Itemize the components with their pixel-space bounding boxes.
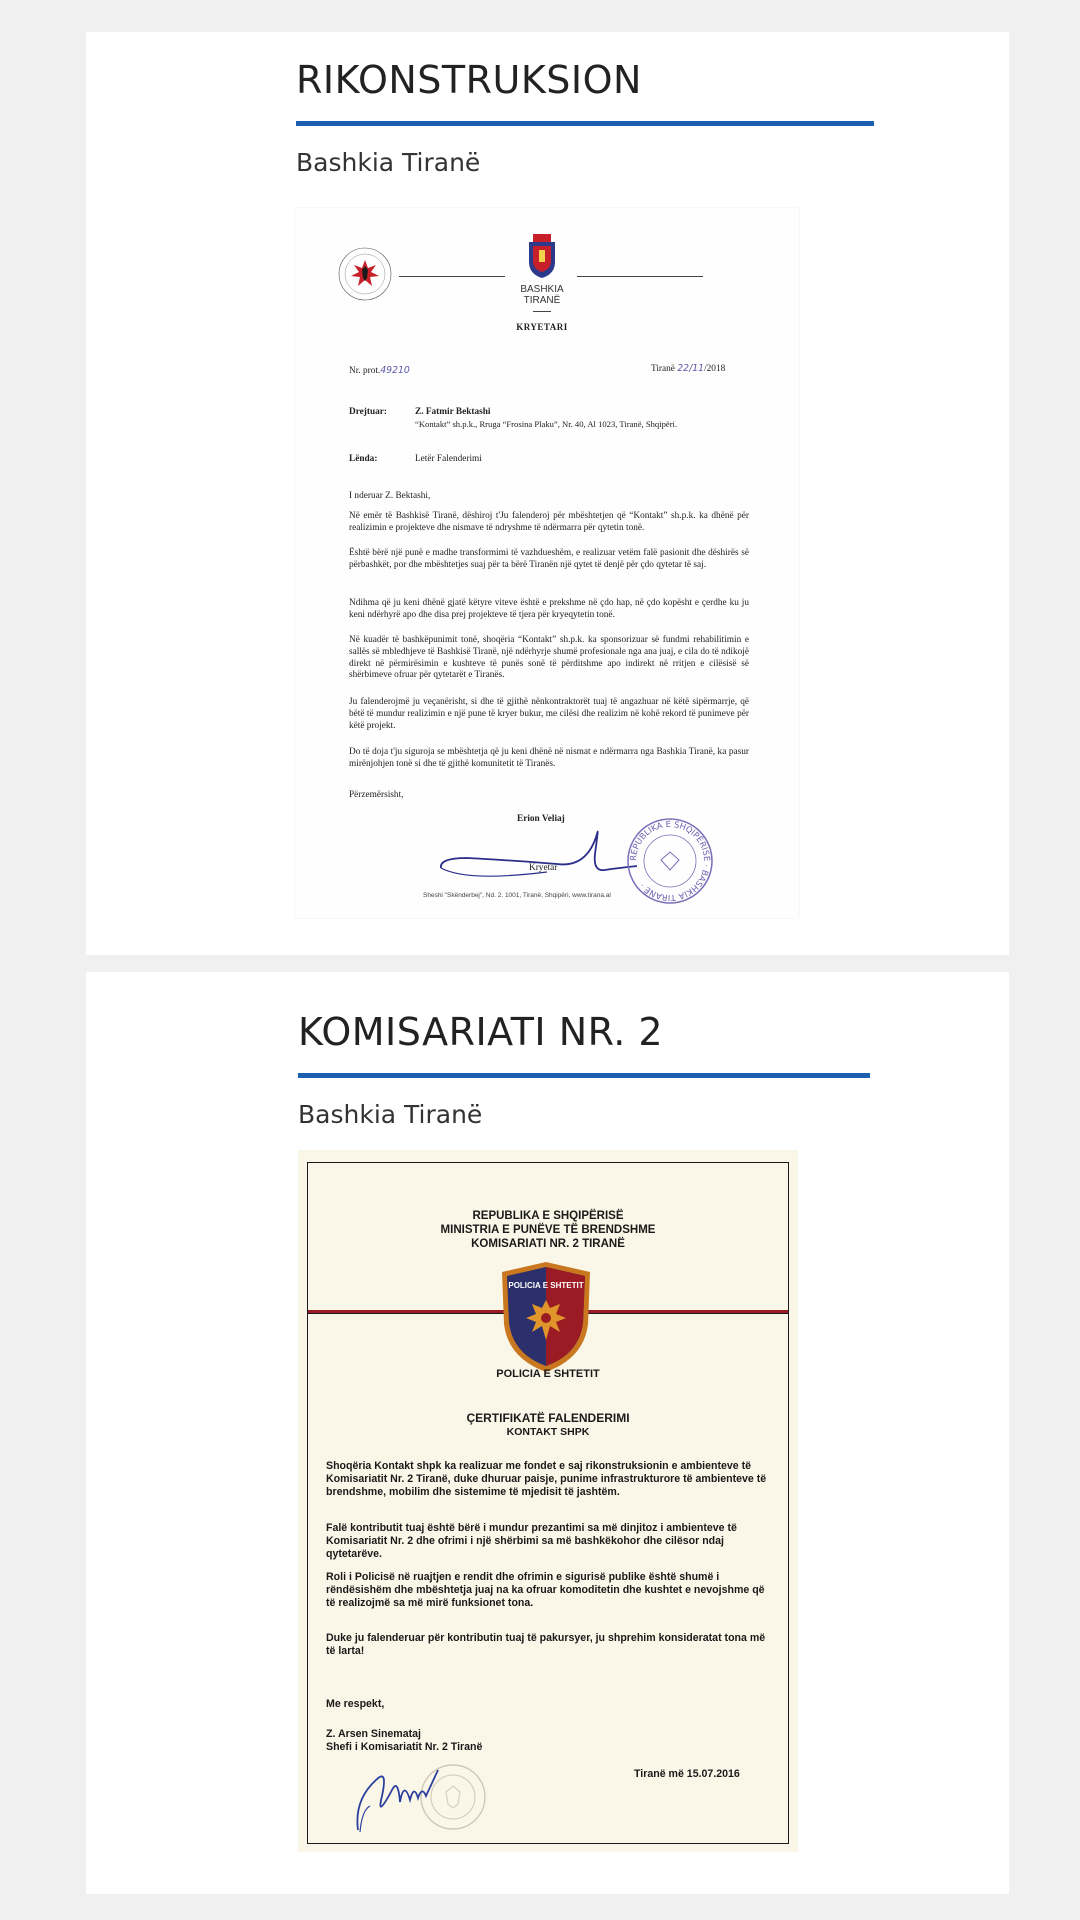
letter-paragraph: Ju falenderojmë ju veçanërisht, si dhe të gjithë nënkontraktorët tuaj të angazhuar në këtë sipërmarrje, që bëtë të mundur realizimin e një pune të kryer bukur, me cilësi dhe realizim në kohë rekord të punimeve për këtë projekt. (349, 697, 749, 731)
org-name: BASHKIA TIRANË (520, 284, 564, 306)
title-underline (298, 1073, 870, 1078)
signer-title: Shefi i Komisariatit Nr. 2 Tiranë (326, 1741, 483, 1753)
band-left-dark (308, 1313, 508, 1314)
letter-paragraph: Ndihma që ju keni dhënë gjatë këtyre viteve është e prekshme në çdo hap, në çdo kopësht e çerdhe ku ju keni ndërhyrë apo dhe disa prej projekteve të tjera për kryeqytetin tonë. (349, 598, 749, 620)
band-right-dark (588, 1313, 788, 1314)
letter-paragraph: Është bërë një punë e madhe transformimi të vazhdueshëm, e realizuar vetëm falë pasionit dhe dëshirës së përbashkët, por dhe mbështetjes suaj për ta bërë Tiranën një qytet të denjë për çdo qytetar të saj. (349, 548, 749, 570)
cert-header-1: REPUBLIKA E SHQIPËRISË (472, 1210, 624, 1222)
card-title: RIKONSTRUKSION (296, 58, 642, 102)
salutation: I nderuar Z. Bektashi, (349, 491, 431, 501)
card-subtitle: Bashkia Tiranë (296, 148, 481, 177)
header-rule-right (577, 276, 703, 277)
shield-label: POLICIA E SHTETIT (508, 1281, 584, 1290)
recipient-name: Z. Fatmir Bektashi (415, 407, 491, 417)
letter-paragraph: Do të doja t'ju siguroja se mbështetja që ju keni dhënë në nismat e ndërmarra nga Bashkia Tiranë, ka pasur mirënjohjen tonë si dhe të gjithë komunitetit të Tiranës. (349, 747, 749, 769)
closing: Me respekt, (326, 1698, 385, 1710)
letter-paragraph: Në emër të Bashkisë Tiranë, dëshiroj t'Ju falenderoj për mbështetjen që “Kontakt” sh.p.k. ka dhënë për realizimin e projekteve dhe nismave të ndryshme të ndërmarra për qytetin tonë. (349, 511, 749, 533)
certificate-paragraph: Roli i Policisë në ruajtjen e rendit dhe ofrimin e sigurisë publike është shumë i rëndësishëm dhe mbështetja juaj na ka ofruar komoditetin dhe kushtet e nevojshme që të realizojmë sa më mirë funksionet tona. (326, 1571, 765, 1610)
certificate-subtitle: KONTAKT SHPK (506, 1426, 590, 1438)
title-underline (296, 121, 874, 126)
header-rule-left (399, 276, 505, 277)
letter-footer: Sheshi "Skënderbej", Nd. 2. 1001, Tiranë, Shqipëri, www.tirana.al (423, 892, 611, 899)
certificate-paragraph: Falë kontributit tuaj është bërë i mundur prezantimi sa më dinjitoz i ambienteve të Komisariatit Nr. 2 dhe ofrimi i një shërbimi sa më bashkëkohor dhe cilësor ndaj qytetarëve. (326, 1522, 737, 1561)
certificate-title: ÇERTIFIKATË FALENDERIMI (466, 1411, 630, 1425)
protocol-line: Nr. prot.49210 (349, 365, 410, 376)
stamp-text: REPUBLIKA E SHQIPËRISË · BASHKIA TIRANË · (627, 818, 713, 904)
signer-name: Z. Arsen Sinemataj (326, 1728, 421, 1740)
subject-text: Letër Falenderimi (415, 454, 482, 464)
certificate-image[interactable] (298, 1150, 798, 1852)
svg-text:REPUBLIKA E SHQIPËRISË · BASHK (628, 819, 712, 903)
signer-name: Erion Veliaj (517, 814, 565, 824)
cert-header-2: MINISTRIA E PUNËVE TË BRENDSHME (440, 1224, 656, 1236)
signer-title: Kryetar (529, 863, 558, 873)
card-title: KOMISARIATI NR. 2 (298, 1010, 664, 1054)
cert-header-3: KOMISARIATI NR. 2 TIRANË (471, 1238, 625, 1250)
office-title: KRYETARI (516, 322, 568, 332)
letter-date: Tiranë 22/11/2018 (651, 363, 726, 374)
subject-label: Lënda: (349, 454, 378, 464)
certificate-paragraph: Shoqëria Kontakt shpk ka realizuar me fondet e saj rikonstruksionin e ambienteve të Komisariatit Nr. 2 Tiranë, duke dhuruar paisje, punime infrastrukturore të ambienteve të brendshme, mobilim dhe sistemime të mjedisit të jashtëm. (326, 1460, 767, 1499)
to-label: Drejtuar: (349, 407, 388, 417)
thank-you-letter-image[interactable] (295, 208, 799, 918)
certificate-paragraph: Duke ju falenderuar për kontributin tuaj të pakursyer, ju shprehim konsideratat tona më të larta! (326, 1632, 766, 1658)
signature-icon (437, 824, 637, 894)
agency-name: POLICIA E SHTETIT (496, 1368, 600, 1380)
closing: Përzemërsisht, (349, 790, 404, 800)
recipient-address: “Kontakt” sh.p.k., Rruga “Frosina Plaku”, Nr. 40, Al 1023, Tiranë, Shqipëri. (415, 419, 678, 429)
letter-paragraph: Në kuadër të bashkëpunimit tonë, shoqëria “Kontakt” sh.p.k. ka sponsorizuar së fundmi rehabilitimin e sallës së mbledhjeve të Bashkisë Tiranë, një ndërhyrje shumë profesionale nga ana juaj, e cila do të ndikojë direkt në përmirësimin e kushteve të punës sonë të përditshme apo indirekt në rritjen e cilësisë së shërbimeve ofruar për qytetarët e Tiranës. (349, 635, 749, 681)
eagle-seal-icon (337, 246, 393, 302)
card-subtitle: Bashkia Tiranë (298, 1100, 483, 1129)
municipality-stamp-icon (625, 816, 715, 906)
certificate-date: Tiranë më 15.07.2016 (634, 1768, 740, 1780)
tirana-crest-icon (527, 234, 557, 278)
police-shield-icon (498, 1260, 594, 1378)
org-divider (533, 311, 551, 312)
signature-icon (348, 1750, 468, 1840)
